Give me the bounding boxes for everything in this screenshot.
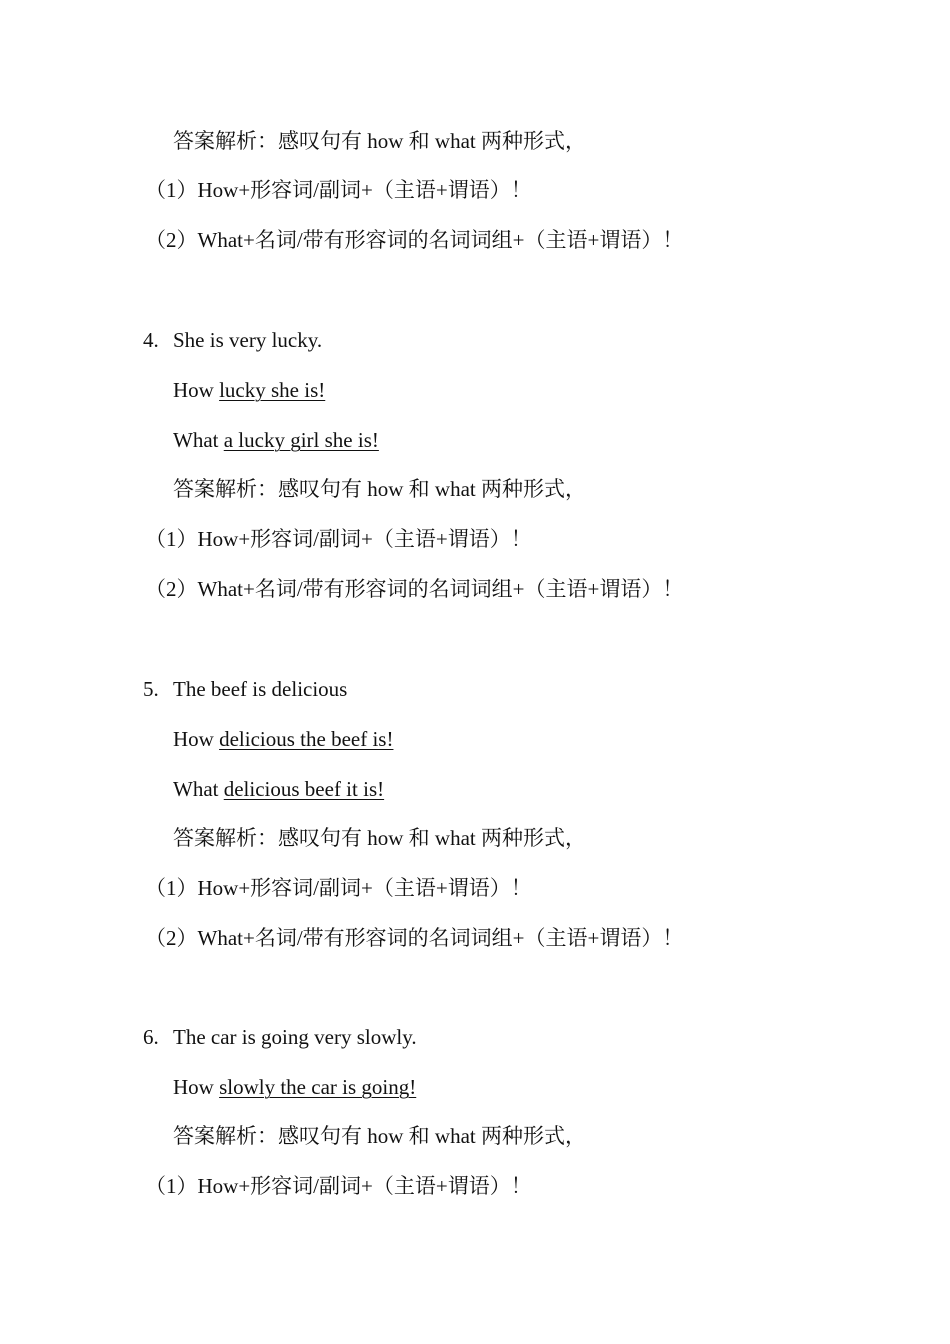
- how-exclamation: [173, 1074, 416, 1100]
- rule-what: （2）What+名词/带有形容词的名词词组+（主语+谓语）！: [145, 577, 684, 601]
- what-exclamation: [173, 427, 379, 453]
- analysis-text: 答案解析：感叹句有 how 和 what 两种形式，: [173, 1124, 586, 1148]
- analysis-text: 答案解析：感叹句有 how 和 what 两种形式，: [173, 129, 586, 153]
- rule-what: （2）What+名词/带有形容词的名词词组+（主语+谓语）！: [145, 926, 684, 950]
- exercise-number: 4.: [143, 328, 159, 352]
- exercise-sentence: [143, 327, 322, 353]
- how-answer: slowly the car is going!: [219, 1075, 417, 1099]
- how-prefix: How: [173, 727, 214, 751]
- rule-how: （1）How+形容词/副词+（主语+谓语）！: [145, 178, 532, 202]
- how-answer: lucky she is!: [219, 378, 326, 402]
- sentence-text: The beef is delicious: [173, 677, 348, 701]
- what-prefix: What: [173, 777, 219, 801]
- rule-how: （1）How+形容词/副词+（主语+谓语）！: [145, 1174, 532, 1198]
- exercise-number: 6.: [143, 1025, 159, 1049]
- how-answer: delicious the beef is!: [219, 727, 394, 751]
- analysis-text: 答案解析：感叹句有 how 和 what 两种形式，: [173, 477, 586, 501]
- how-exclamation: [173, 377, 325, 403]
- how-exclamation: [173, 726, 393, 752]
- exercise-sentence: [143, 676, 347, 702]
- how-prefix: How: [173, 378, 214, 402]
- rule-what: （2）What+名词/带有形容词的名词词组+（主语+谓语）！: [145, 228, 684, 252]
- what-exclamation: [173, 776, 384, 802]
- analysis-text: 答案解析：感叹句有 how 和 what 两种形式，: [173, 826, 586, 850]
- sentence-text: The car is going very slowly.: [173, 1025, 417, 1049]
- how-prefix: How: [173, 1075, 214, 1099]
- rule-how: （1）How+形容词/副词+（主语+谓语）！: [145, 527, 532, 551]
- what-answer: a lucky girl she is!: [223, 428, 379, 452]
- what-answer: delicious beef it is!: [223, 777, 385, 801]
- exercise-sentence: [143, 1024, 417, 1050]
- what-prefix: What: [173, 428, 219, 452]
- sentence-text: She is very lucky.: [173, 328, 323, 352]
- rule-how: （1）How+形容词/副词+（主语+谓语）！: [145, 876, 532, 900]
- exercise-number: 5.: [143, 677, 159, 701]
